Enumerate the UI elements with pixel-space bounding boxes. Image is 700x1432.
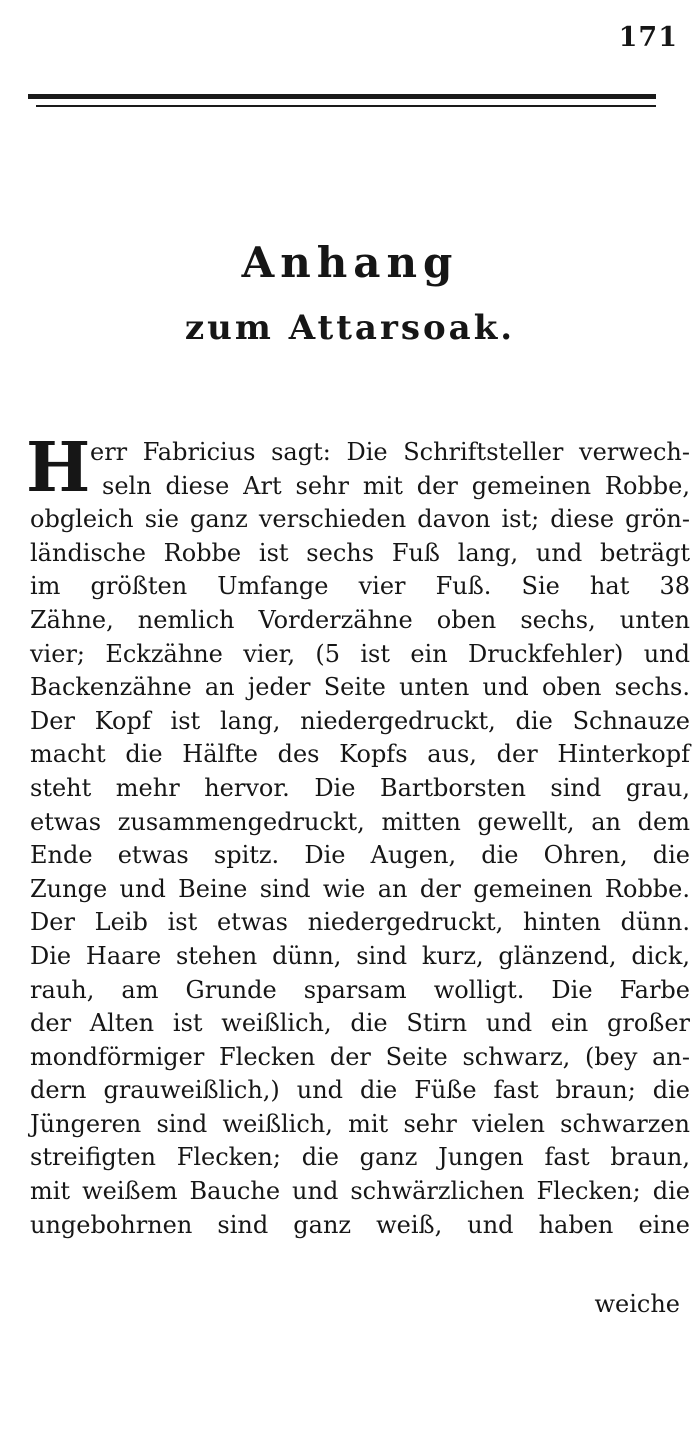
text-line: Backenzähne an jeder Seite unten und oben sechs.: [30, 673, 690, 702]
header-rule-thin: [36, 105, 656, 107]
text-line: steht mehr hervor. Die Bartborsten sind grau,: [30, 773, 690, 802]
text-line: Die Haare stehen dünn, sind kurz, glänzend, dick,: [30, 941, 690, 970]
text-line: ungebohrnen sind ganz weiß, und haben eine: [30, 1210, 690, 1239]
text-line: Zähne, nemlich Vorderzähne oben sechs, unten: [30, 605, 690, 634]
text-line: Der Kopf ist lang, niedergedruckt, die Schnauze: [30, 706, 690, 735]
text-line: der Alten ist weißlich, die Stirn und ein großer: [30, 1009, 690, 1038]
text-line: seln diese Art sehr mit der gemeinen Robbe,: [102, 471, 690, 500]
page-number: 171: [618, 22, 678, 53]
text-line: Jüngeren sind weißlich, mit sehr vielen schwarzen: [30, 1109, 690, 1138]
text-line: Der Leib ist etwas niedergedruckt, hinten dünn.: [30, 908, 690, 937]
text-line-content: err Fabricius sagt: Die Schriftsteller verwech-: [90, 438, 690, 466]
text-line: im größten Umfange vier Fuß. Sie hat 38: [30, 572, 690, 601]
drop-cap: H: [26, 428, 91, 508]
text-line: macht die Hälfte des Kopfs aus, der Hinterkopf: [30, 740, 690, 769]
text-line: streifigten Flecken; die ganz Jungen fast braun,: [30, 1143, 690, 1172]
text-line: mit weißem Bauche und schwärzlichen Flecken; die: [30, 1177, 690, 1206]
text-line: dern grauweißlich,) und die Füße fast braun; die: [30, 1076, 690, 1105]
section-subtitle: zum Attarsoak.: [184, 308, 516, 348]
text-line: ländische Robbe ist sechs Fuß lang, und beträgt: [30, 538, 690, 567]
text-line: vier; Eckzähne vier, (5 ist ein Druckfehler) und: [30, 639, 690, 668]
catchword: weiche: [594, 1290, 680, 1318]
section-title: Anhang: [241, 238, 459, 287]
text-line: obgleich sie ganz verschieden davon ist; diese grön-: [30, 505, 690, 534]
header-rule-thick: [28, 94, 656, 99]
text-line: etwas zusammengedruckt, mitten gewellt, an dem: [30, 807, 690, 836]
text-line: mondförmiger Flecken der Seite schwarz, (bey an-: [30, 1042, 690, 1071]
body-text: [26, 428, 690, 1242]
text-line: rauh, am Grunde sparsam wolligt. Die Farbe: [30, 975, 690, 1004]
text-line: Zunge und Beine sind wie an der gemeinen Robbe.: [30, 874, 690, 903]
text-line: Ende etwas spitz. Die Augen, die Ohren, die: [30, 841, 690, 870]
